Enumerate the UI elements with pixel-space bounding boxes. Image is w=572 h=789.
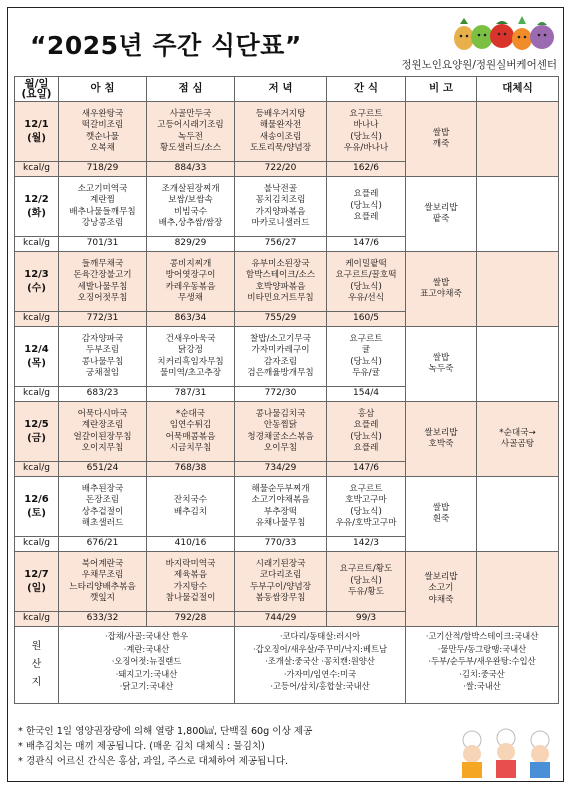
header-lunch: 점 심 (147, 77, 235, 102)
lunch-cell (147, 477, 235, 537)
menu-item: 마카로니샐러드 (251, 218, 310, 228)
substitute-cell (477, 102, 559, 177)
menu-item: 비타민요거트무침 (247, 293, 314, 303)
menu-row (15, 102, 559, 162)
dinner-cell (235, 177, 327, 237)
header-note: 비 고 (406, 77, 477, 102)
menu-item: 두부조림 (85, 345, 120, 355)
menu-item: 오이무침 (263, 443, 298, 453)
day-of-week: (금) (27, 432, 46, 444)
day-cell (15, 102, 59, 162)
breakfast-cell (59, 402, 147, 462)
kcal-value: 683/23 (59, 387, 147, 402)
menu-item: 쌀밥 (432, 277, 450, 288)
menu-item: (당뇨식) (350, 506, 382, 517)
kcal-value: 142/3 (327, 537, 406, 552)
dinner-cell (235, 327, 327, 387)
menu-row (15, 402, 559, 462)
menu-item: 임연수튀김 (169, 420, 212, 430)
kcal-value: 676/21 (59, 537, 147, 552)
menu-item: 우유/호박고구마 (335, 518, 397, 528)
menu-item: 황도샐러드/소스 (159, 143, 221, 153)
kcal-value: 792/28 (147, 612, 235, 627)
menu-item: 치커리흑임자무침 (157, 356, 224, 367)
kcal-value: 734/29 (235, 462, 327, 477)
kcal-value: 633/32 (59, 612, 147, 627)
menu-item: 콩나물무침 (81, 356, 124, 367)
menu-item: 배추김치 (173, 506, 208, 517)
menu-item: 방어엿장구이 (165, 270, 216, 280)
menu-item: 바나나 (353, 120, 379, 130)
breakfast-cell (59, 477, 147, 537)
menu-item: 소고기미역국 (77, 183, 128, 194)
menu-item: 귤 (361, 345, 371, 355)
menu-item: 봄동쌈장무침 (255, 593, 306, 603)
page-title: “2025년 주간 식단표” (30, 31, 302, 60)
dinner-cell (235, 477, 327, 537)
kcal-value: 99/3 (327, 612, 406, 627)
kcal-label: kcal/g (15, 612, 59, 627)
menu-item: 깻순나물 (85, 131, 120, 142)
menu-item: 요구르트/황도 (339, 564, 393, 575)
menu-item: 케이밀팥떡 (345, 258, 387, 269)
menu-item: 돈육간장불고기 (73, 270, 132, 280)
menu-item: 요구르트 (349, 108, 383, 119)
lunch-cell (147, 552, 235, 612)
menu-row (15, 477, 559, 537)
day-date: 12/6 (24, 493, 49, 505)
menu-item: 쌀보리밥 (424, 427, 458, 438)
breakfast-cell (59, 552, 147, 612)
kcal-value: 701/31 (59, 237, 147, 252)
menu-item: 닭강정 (178, 345, 203, 355)
menu-item: 시금치무침 (169, 443, 212, 453)
vegetables-illustration (452, 12, 557, 54)
note-cell (406, 177, 477, 252)
menu-item: 새우완탕국 (81, 108, 124, 119)
menu-item: 계란찜 (90, 195, 115, 205)
menu-item: 어묵다시마국 (77, 408, 128, 419)
day-of-week: (수) (27, 282, 46, 294)
menu-item: *순대국→ (499, 427, 536, 438)
menu-item: 두부구이/양념장 (249, 581, 311, 592)
kcal-value: 410/16 (147, 537, 235, 552)
header-breakfast: 아 침 (59, 77, 147, 102)
menu-item: 꽁치김치조림 (255, 195, 306, 205)
kcal-value: 787/31 (147, 387, 235, 402)
header-snack: 간 식 (327, 77, 406, 102)
menu-item: 북어계란국 (81, 558, 124, 569)
menu-item: 요플레 (353, 420, 379, 430)
origin-column-2: ·코다리/동태살:러시아 ·갑오징어/새우살/주꾸미/낙지:베트남 ·조개살:중국산 ·꽁치캔:원양산 ·가자미/임연수:미국 ·고등어/삼치/홍합살:국내산 (235, 627, 406, 704)
menu-item: *순대국 (175, 408, 206, 419)
menu-item: 배추나물들깨무침 (69, 206, 136, 217)
menu-item: 도토리묵/양념장 (249, 143, 311, 153)
menu-item: 등배우거지탕 (255, 108, 306, 119)
menu-item: 안동찜닭 (263, 420, 298, 430)
organization-name: 정원노인요양원/정원실버케어센터 (401, 59, 557, 71)
kcal-label: kcal/g (15, 387, 59, 402)
snack-cell (327, 327, 406, 387)
menu-item: 돈장조림 (85, 495, 120, 505)
dinner-cell (235, 552, 327, 612)
day-date: 12/4 (24, 343, 49, 355)
note-cell (406, 327, 477, 402)
footnotes (18, 724, 312, 769)
menu-item: 녹두죽 (428, 364, 454, 374)
note-cell (406, 402, 477, 477)
menu-item: 궁채절임 (85, 368, 120, 378)
day-of-week: (목) (27, 357, 46, 369)
menu-item: 잔치국수 (173, 495, 208, 505)
kcal-label: kcal/g (15, 237, 59, 252)
menu-item: 요구르트 (349, 483, 383, 494)
snack-cell (327, 102, 406, 162)
snack-cell (327, 477, 406, 537)
lunch-cell (147, 177, 235, 237)
kcal-value: 772/31 (59, 312, 147, 327)
weekly-menu-table (14, 76, 559, 704)
menu-item: 물미역/초고추장 (159, 368, 221, 378)
menu-item: (당뇨식) (350, 131, 382, 142)
day-of-week: (화) (27, 207, 46, 219)
footnote: * 경관식 어르신 간식은 홍삼, 과일, 주스로 대체하여 제공됩니다. (18, 756, 289, 767)
menu-item: 우유/바나나 (343, 143, 389, 153)
menu-item: 얼갈이된장무침 (73, 431, 132, 442)
menu-item: 함박스테이크/소스 (245, 270, 316, 280)
menu-item: 요구르트 (349, 333, 383, 344)
day-of-week: (일) (27, 582, 46, 594)
menu-item: 쌀밥 (432, 352, 450, 363)
substitute-cell (477, 402, 559, 477)
menu-item: 감자양파국 (81, 333, 124, 344)
menu-item: 보쌈/보쌈속 (168, 195, 213, 205)
menu-item: 배추된장국 (81, 483, 124, 494)
substitute-cell (477, 252, 559, 327)
menu-item: 콩비지찌개 (169, 258, 212, 269)
dinner-cell (235, 102, 327, 162)
footnote: * 배추김치는 매끼 제공됩니다. (매운 김치 대체식 : 물김치) (18, 741, 265, 752)
menu-item: 청경채굴소스볶음 (247, 431, 314, 442)
snack-cell (327, 402, 406, 462)
menu-item: 건새우아욱국 (165, 333, 216, 344)
note-cell (406, 102, 477, 177)
menu-item: 야채죽 (428, 594, 454, 605)
menu-item: 요플레 (353, 443, 379, 453)
substitute-cell (477, 327, 559, 402)
header-dinner: 저 녁 (235, 77, 327, 102)
menu-item: 소고기야채볶음 (251, 495, 310, 505)
menu-item: 제육볶음 (173, 570, 208, 580)
kcal-value: 884/33 (147, 162, 235, 177)
menu-item: 시래기된장국 (255, 558, 306, 569)
menu-item: (당뇨식) (350, 431, 382, 442)
menu-item: 코다리조림 (259, 570, 302, 580)
menu-item: 표고야채죽 (420, 289, 462, 299)
menu-item: 배추,상추쌈/쌈장 (158, 218, 223, 228)
breakfast-cell (59, 327, 147, 387)
menu-item: 가지탕수 (173, 581, 208, 592)
menu-item: 가자미카레구이 (251, 345, 310, 355)
menu-item: 호박고구마 (345, 495, 387, 505)
menu-item: 가지양파볶음 (255, 206, 306, 217)
substitute-cell (477, 552, 559, 627)
snack-cell (327, 252, 406, 312)
day-date: 12/5 (24, 418, 49, 430)
menu-item: 오복채 (90, 143, 115, 153)
lunch-cell (147, 327, 235, 387)
note-cell (406, 477, 477, 552)
menu-item: 계란장조림 (81, 420, 124, 430)
kcal-value: 147/6 (327, 462, 406, 477)
snack-cell (327, 177, 406, 237)
menu-item: 요플레 (353, 212, 379, 223)
kcal-value: 755/29 (235, 312, 327, 327)
note-cell (406, 252, 477, 327)
kcal-value: 829/29 (147, 237, 235, 252)
menu-item: 감자조림 (263, 356, 298, 367)
kcal-label: kcal/g (15, 462, 59, 477)
menu-item: (당뇨식) (350, 200, 382, 211)
origin-label: 원 산 지 (15, 627, 59, 704)
day-cell (15, 177, 59, 237)
menu-item: 쌀밥 (432, 502, 450, 513)
menu-item: 깨죽 (432, 139, 450, 149)
menu-item: 깻잎지 (90, 593, 115, 603)
menu-item: 두유/귤 (352, 368, 380, 378)
day-date: 12/1 (24, 118, 49, 130)
menu-item: 팥죽 (432, 214, 450, 224)
menu-item: 쌀보리밥 (424, 202, 458, 213)
lunch-cell (147, 252, 235, 312)
kcal-value: 863/34 (147, 312, 235, 327)
header-substitute: 대체식 (477, 77, 559, 102)
kcal-value: 718/29 (59, 162, 147, 177)
day-of-week: (월) (27, 132, 46, 144)
kcal-value: 756/27 (235, 237, 327, 252)
menu-item: 오이지무침 (81, 443, 124, 453)
menu-row (15, 177, 559, 237)
kcal-label: kcal/g (15, 312, 59, 327)
menu-item: 떡갈비조림 (81, 120, 124, 130)
kcal-label: kcal/g (15, 537, 59, 552)
menu-item: 조개살된장찌개 (161, 183, 220, 194)
menu-row (15, 252, 559, 312)
menu-item: 콩나물김치국 (255, 408, 306, 419)
header-day: 월/일 (요일) (15, 77, 59, 102)
breakfast-cell (59, 252, 147, 312)
breakfast-cell (59, 177, 147, 237)
menu-item: 강낭콩조림 (81, 218, 124, 228)
menu-item: 느타리양배추볶음 (69, 581, 136, 592)
menu-item: 새송이조림 (259, 131, 302, 142)
menu-item: 고등어시래기조림 (157, 120, 224, 130)
day-of-week: (토) (27, 507, 46, 519)
lunch-cell (147, 402, 235, 462)
footnote: * 한국인 1일 영양권장량에 의해 열량 1,800㎉, 단백질 60g 이상 제공 (18, 726, 313, 737)
kcal-value: 722/20 (235, 162, 327, 177)
menu-item: 무생채 (178, 293, 203, 303)
kcal-label: kcal/g (15, 162, 59, 177)
menu-item: 불낙전골 (263, 183, 298, 194)
menu-item: 사골곰탕 (500, 439, 535, 449)
kcal-value: 768/38 (147, 462, 235, 477)
day-cell (15, 327, 59, 387)
menu-item: 해물완자전 (259, 120, 302, 130)
menu-item: (당뇨식) (350, 356, 382, 367)
menu-item: 유채나물무침 (255, 518, 306, 528)
kcal-value: 651/24 (59, 462, 147, 477)
menu-item: 어묵매콤볶음 (165, 431, 216, 442)
substitute-cell (477, 177, 559, 252)
menu-item: 우채무조림 (81, 570, 124, 580)
day-date: 12/2 (24, 193, 49, 205)
kcal-value: 147/6 (327, 237, 406, 252)
menu-item: 요플레 (353, 189, 379, 200)
origin-column-3: ·고기산적/함박스테이크:국내산 ·물만두/동그랑땡:국내산 ·두부/순두부/새우완탕:수입산 ·김치:중국산 ·쌀:국내산 (406, 627, 559, 704)
dinner-cell (235, 252, 327, 312)
menu-item: 검은깨율방개무침 (247, 368, 314, 378)
origin-column-1: ·잡채/사골:국내산 한우 ·계란:국내산 ·오징어젓:뉴질랜드 ·돼지고기:국내산 ·닭고기:국내산 (59, 627, 235, 704)
day-cell (15, 552, 59, 612)
menu-row (15, 552, 559, 612)
menu-item: 참나물겉절이 (165, 593, 216, 603)
kcal-value: 770/33 (235, 537, 327, 552)
day-cell (15, 402, 59, 462)
menu-item: 호박양파볶음 (255, 281, 306, 292)
menu-item: 녹두전 (178, 131, 203, 142)
menu-item: 바지락미역국 (165, 558, 216, 569)
kcal-value: 162/6 (327, 162, 406, 177)
menu-item: 세발나물무침 (77, 281, 128, 292)
menu-item: 흰죽 (432, 514, 450, 524)
menu-item: 카레우동볶음 (165, 281, 216, 292)
menu-item: 상추겉절이 (81, 506, 124, 517)
menu-item: 유부미소된장국 (251, 258, 310, 269)
menu-item: 해물순두부찌개 (251, 483, 310, 494)
menu-item: 홍삼 (357, 408, 375, 419)
breakfast-cell (59, 102, 147, 162)
snack-cell (327, 552, 406, 612)
menu-item: 요구르트/꿀호떡 (335, 270, 397, 280)
day-date: 12/7 (24, 568, 49, 580)
menu-item: 우유/선식 (347, 293, 385, 303)
menu-item: 부추장떡 (263, 506, 298, 517)
note-cell (406, 552, 477, 627)
kcal-value: 160/5 (327, 312, 406, 327)
day-cell (15, 477, 59, 537)
menu-item: (당뇨식) (350, 575, 382, 586)
dinner-cell (235, 402, 327, 462)
lunch-cell (147, 102, 235, 162)
menu-item: 비빔국수 (173, 206, 208, 217)
kcal-value: 154/4 (327, 387, 406, 402)
kcal-value: 744/29 (235, 612, 327, 627)
menu-item: 쌀밥 (432, 127, 450, 138)
kcal-value: 772/30 (235, 387, 327, 402)
substitute-cell (477, 477, 559, 552)
menu-item: 찰밥/소고기무국 (249, 333, 311, 344)
menu-item: 오징어젓무침 (77, 293, 128, 303)
menu-item: 소고기 (428, 583, 454, 594)
menu-item: (당뇨식) (350, 281, 382, 292)
menu-row (15, 327, 559, 387)
day-cell (15, 252, 59, 312)
menu-item: 쌀보리밥 (424, 571, 458, 582)
menu-item: 들깨무채국 (81, 258, 124, 269)
menu-item: 사골만두국 (169, 108, 212, 119)
chef-kids-illustration (452, 726, 560, 780)
menu-item: 해초샐러드 (81, 518, 124, 528)
day-date: 12/3 (24, 268, 49, 280)
menu-item: 두유/황도 (347, 587, 385, 598)
menu-item: 호박죽 (428, 439, 454, 449)
